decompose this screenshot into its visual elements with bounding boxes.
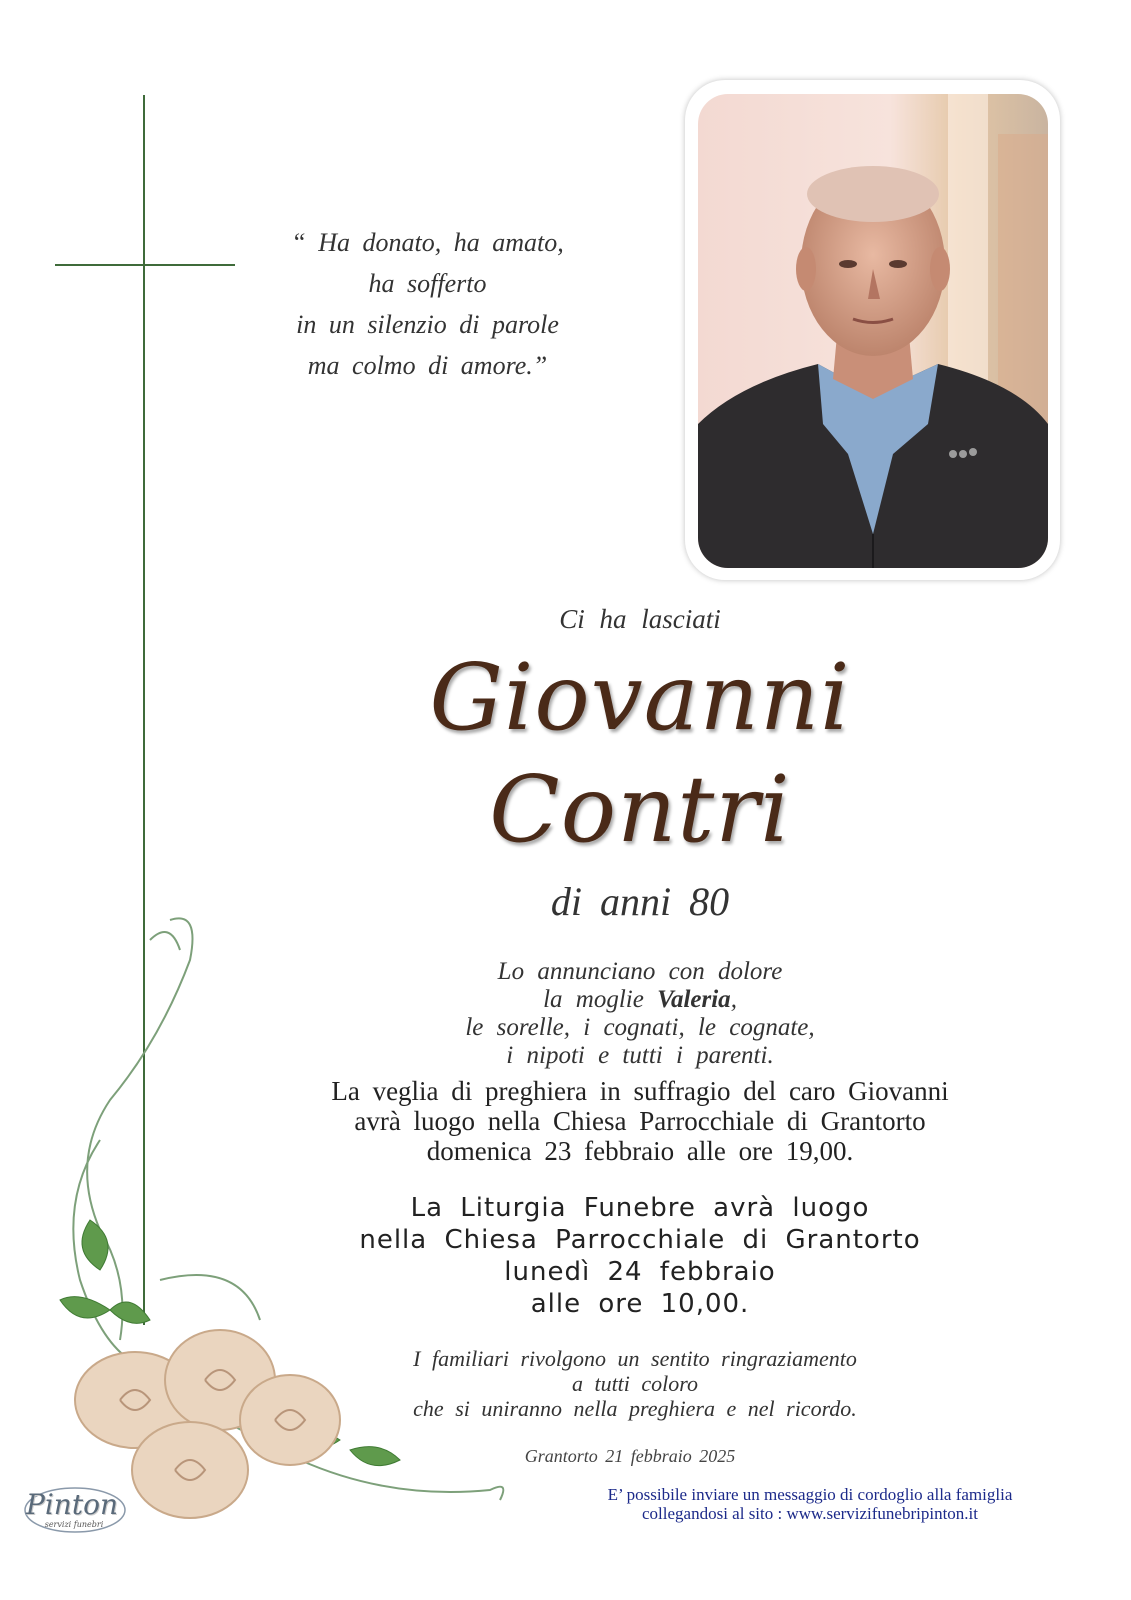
quote-line: ha sofferto [368, 269, 487, 298]
logo-subtitle: servizi funebri [44, 1520, 104, 1529]
wife-name: Valeria [657, 986, 731, 1013]
rose-decoration [40, 900, 520, 1560]
memorial-quote [255, 222, 600, 386]
logo-name: Pinton [26, 1488, 118, 1521]
vigil-line: domenica 23 febbraio alle ore 19,00. [426, 1136, 854, 1166]
thanks-line: a tutti coloro [571, 1371, 699, 1396]
liturgy-line: La Liturgia Funebre avrà luogo [410, 1193, 870, 1223]
cross-horizontal-bar [55, 264, 235, 266]
liturgy-line: lunedì 24 febbraio [504, 1257, 776, 1287]
thanks-line: che si uniranno nella preghiera e nel ricordo. [413, 1396, 857, 1421]
vigil-line: La veglia di preghiera in suffragio del caro Giovanni [331, 1076, 949, 1106]
deceased-age: di anni 80 [550, 879, 730, 924]
place-and-date: Grantorto 21 febbraio 2025 [524, 1446, 736, 1466]
wife-suffix: , [730, 986, 737, 1013]
thanks-line: I familiari rivolgono un sentito ringraziamento [413, 1346, 857, 1371]
liturgy-line: nella Chiesa Parrocchiale di Grantorto [359, 1225, 921, 1255]
intro-text: Ci ha lasciati [559, 604, 721, 634]
family-line: i nipoti e tutti i parenti. [506, 1042, 774, 1069]
condolence-link[interactable]: collegandosi al sito : www.servizifunebripinton.it [642, 1504, 978, 1523]
deceased-portrait-photo [698, 94, 1048, 568]
family-line: le sorelle, i cognati, le cognate, [465, 1014, 815, 1041]
quote-line: “ Ha donato, ha amato, [291, 228, 564, 257]
condolence-notice [520, 1485, 1100, 1523]
family-line: Lo annunciano con dolore [497, 958, 783, 985]
quote-line: in un silenzio di parole [296, 310, 559, 339]
quote-line: ma colmo di amore.” [307, 351, 548, 380]
deceased-last-name: Contri [489, 756, 791, 863]
liturgy-line: alle ore 10,00. [530, 1289, 750, 1319]
vigil-line: avrà luogo nella Chiesa Parrocchiale di Grantorto [354, 1106, 926, 1136]
wife-prefix: la moglie [543, 986, 658, 1013]
condolence-line: E’ possibile inviare un messaggio di cordoglio alla famiglia [607, 1485, 1013, 1504]
deceased-first-name: Giovanni [429, 644, 851, 751]
